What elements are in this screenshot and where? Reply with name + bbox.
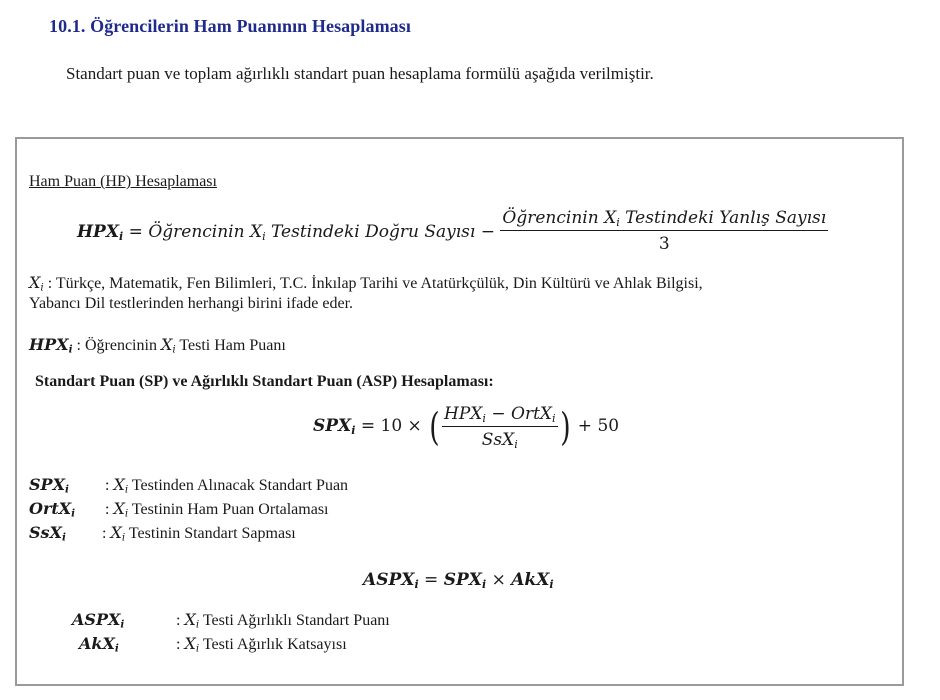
hpx-symbol: $HPX_i$ xyxy=(29,335,73,356)
hp-formula-minus: − xyxy=(475,222,501,242)
xi-definition-text: : Türkçe, Matematik, Fen Bilimleri, T.C. İnkılap Tarihi ve Atatürkçülük, Din Kültürü ve Ahlak Bilgisi, xyxy=(43,275,703,292)
sp-fraction-numerator: $HPX_i$ − OrtX$_i$ xyxy=(442,404,558,427)
xi-symbol: $X_i$ xyxy=(29,273,44,294)
sp-left-paren: ( xyxy=(429,405,440,449)
ssx-definition-row: SsX$_i$ : $X_i$ Testinin Standart Sapması xyxy=(29,523,296,544)
hp-fraction-denominator: 3 xyxy=(658,234,670,254)
xi-definition-line1 xyxy=(29,273,703,293)
sp-section-title: Standart Puan (SP) ve Ağırlıklı Standart Puan (ASP) Hesaplaması: xyxy=(35,373,494,390)
spx-symbol: $SPX_i$ xyxy=(29,475,69,496)
hp-formula-equals: = xyxy=(123,222,149,242)
hpx-definition: $HPX_i$ : Öğrencinin $X_i$ Testi Ham Puanı xyxy=(29,335,286,356)
hp-formula xyxy=(77,208,828,254)
sp-formula xyxy=(313,404,619,450)
sp-fraction-denominator: SsX$_i$ xyxy=(481,430,518,451)
section-heading: 10.1. Öğrencilerin Ham Puanının Hesaplaması xyxy=(49,16,411,36)
ortx-definition-row: OrtX$_i$ : $X_i$ Testinin Ham Puan Ortalaması xyxy=(29,499,329,520)
sp-formula-lhs: $SPX_i$ xyxy=(313,415,356,437)
akx-definition-row: AkX$_i$ : $X_i$ Testi Ağırlık Katsayısı xyxy=(79,634,347,655)
ssx-symbol: SsX$_i$ xyxy=(29,523,66,544)
hp-fraction-numerator: Öğrencinin $X_i$ Testindeki Yanlış Sayısı xyxy=(500,208,828,231)
xi-definition-line2: Yabancı Dil testlerinden herhangi birini ifade eder. xyxy=(29,295,354,312)
hp-section-title: Ham Puan (HP) Hesaplaması xyxy=(29,173,217,190)
asp-formula-lhs: $ASPX_i$ xyxy=(363,570,419,591)
asp-formula-akx: AkX$_i$ xyxy=(511,570,554,591)
aspx-definition-row: $ASPX_i$ : $X_i$ Testi Ağırlıklı Standart Puanı xyxy=(72,610,390,631)
aspx-symbol: $ASPX_i$ xyxy=(72,610,125,631)
asp-formula-spx: $SPX_i$ xyxy=(443,570,487,591)
sp-formula-multiplier: = 10 × xyxy=(355,415,428,436)
hp-formula-fraction xyxy=(500,208,828,254)
hpx-xi-symbol: $X_i$ xyxy=(160,335,176,356)
intro-paragraph: Standart puan ve toplam ağırlıklı standart puan hesaplama formülü aşağıda verilmiştir. xyxy=(66,64,654,83)
sp-definition-row: $SPX_i$ : $X_i$ Testinden Alınacak Standart Puan xyxy=(29,475,349,496)
hp-formula-term1: Öğrencinin $X_i$ Testindeki Doğru Sayısı xyxy=(148,222,476,243)
hp-formula-lhs: $HPX_i$ xyxy=(77,222,124,243)
sp-formula-fraction xyxy=(442,404,558,450)
sp-right-paren: ) xyxy=(559,405,571,449)
sp-formula-tail: + 50 xyxy=(572,415,620,436)
akx-symbol: AkX$_i$ xyxy=(79,634,119,655)
asp-formula: $ASPX_i = SPX_i \times AkX_i$ xyxy=(363,570,554,591)
formula-box xyxy=(15,137,904,686)
ortx-symbol: OrtX$_i$ xyxy=(29,499,76,520)
